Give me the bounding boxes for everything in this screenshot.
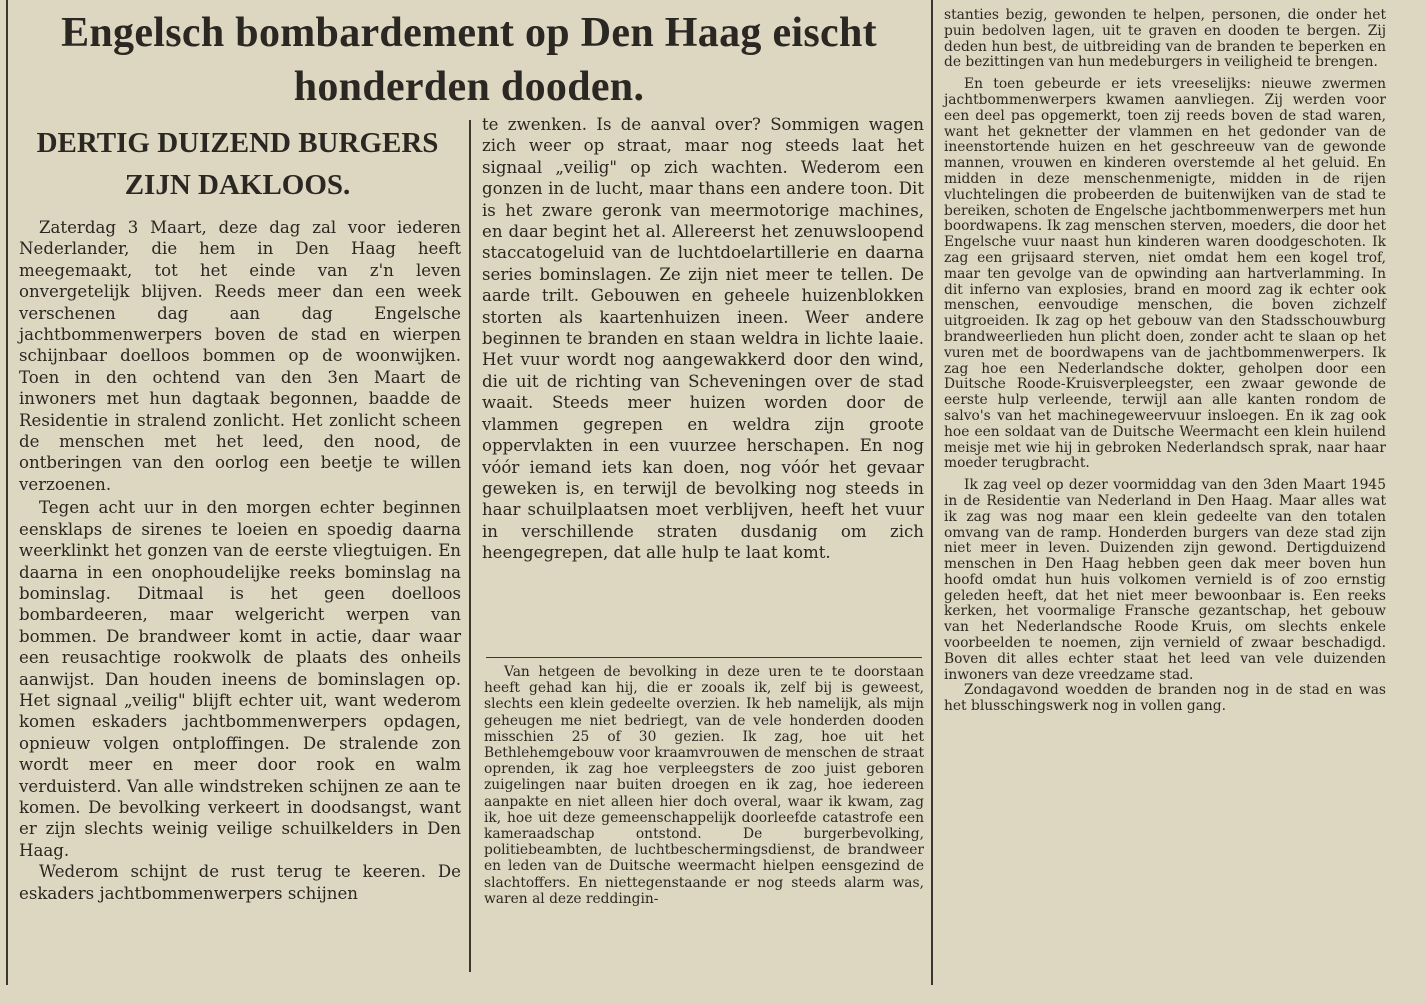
paragraph: En toen gebeurde er iets vreeselijks: nieuwe zwermen jachtbommenwerpers kwamen aanvliegen. Zij werden voor een deel pas opgemerkt, toen zij reeds boven de stad waren, want het geknetter der vlammen en het gedonder van de ineenstortende huizen en het geschreeuw van de gewonde mannen, vrouwen en kinderen overstemde al het geluid. En midden in deze menschenmenigte, midden in de rijen vluchtelingen die probeerden de buitenwijken van de stad te bereiken, schoten de Engelsche jachtbommenwerpers met hun boordwapens. Ik zag menschen sterven, moeders, die door het Engelsche vuur naast hun kinderen waren doodgeschoten. Ik zag een grijsaard sterven, niet omdat hem een kogel trof, maar ten gevolge van de opwinding aan hartverlamming. In dit inferno van explosies, brand en moord zag ik echter ook menschen, eenvoudige menschen, die boven zichzelf uitgroeiden. Ik zag op het gebouw van den Stadsschouwburg brandweerlieden hun plicht doen, zonder acht te slaan op het vuren met de boordwapens van de jachtbommenwerpers. Ik zag hoe een Nederlandsche dokter, geholpen door een Duitsche Roode-Kruisverpleegster, een zwaar gewonde de eerste hulp verleende, terwijl aan alle kanten rondom de salvo's van het machinegeweervuur insloegen. En ik zag ook hoe een soldaat van de Duitsche Weermacht een klein huilend meisje met wie hij in gebroken Nederlandsch sprak, naar haar moeder terugbracht. <box>944 76 1386 472</box>
article-column-1 <box>19 217 461 904</box>
paragraph: stanties bezig, gewonden te helpen, personen, die onder het puin bedolven lagen, uit te graven en dooden te bergen. Zij deden hun best, de uitbreiding van de branden te beperken en de bezittingen van hun medeburgers in veiligheid te brengen. <box>944 7 1386 71</box>
paragraph: te zwenken. Is de aanval over? Sommigen wagen zich weer op straat, maar nog steeds laat het signaal „veilig" op zich wachten. Wederom een gonzen in de lucht, maar thans een andere toon. Dit is het zware geronk van meermotorige machines, en daar begint het al. Allereerst het zenuwsloopend staccatogeluid van de luchtdoelartillerie en daarna series bominslagen. Ze zijn niet meer te tellen. De aarde trilt. Gebouwen en geheele huizenblokken storten als kaartenhuizen ineen. Weer andere beginnen te branden en staan weldra in lichte laaie. Het vuur wordt nog aangewakkerd door den wind, die uit de richting van Scheveningen over de stad waait. Steeds meer huizen worden door de vlammen gegrepen en weldra zijn groote oppervlakten in een vuurzee herschapen. En nog vóór iemand iets kan doen, nog vóór het gevaar geweken is, en terwijl de bevolking nog steeds in haar schuilplaatsen moet verblijven, heeft het vuur in verschillende straten dusdanig om zich heengegrepen, dat alle hulp te laat komt. <box>482 115 924 563</box>
article-column-2-lower <box>484 664 924 907</box>
column2-separator-rule <box>486 657 922 658</box>
paragraph: Wederom schijnt de rust terug te keeren. De eskaders jachtbommenwerpers schijnen <box>19 862 461 903</box>
article-column-3 <box>944 8 1386 715</box>
paragraph: Ik zag veel op dezer voormiddag van den 3den Maart 1945 in de Residentie van Nederland in Den Haag. Maar alles wat ik zag was nog maar een klein gedeelte van den totalen omvang van de ramp. Honderden burgers van deze stad zijn niet meer in leven. Duizenden zijn gewond. Dertigduizend menschen in Den Haag hebben geen dak meer boven hun hoofd omdat hun huis volkomen vernield is of zoo ernstig geleden heeft, dat het niet meer bewoonbaar is. Een reeks kerken, het voormalige Fransche gezantschap, het gebouw van het Nederlandsche Roode Kruis, om slechts enkele voorbeelden te noemen, zijn vernield of zwaar beschadigd. Boven dit alles echter staat het leed van vele duizenden inwoners van deze vreedzame stad. <box>944 477 1386 683</box>
column-rule-1 <box>469 120 471 972</box>
headline: Engelsch bombardement op Den Haag eischt honderden dooden. <box>61 10 877 110</box>
paragraph: Zondagavond woedden de branden nog in de stad en was het blusschingswerk nog in vollen gang. <box>944 682 1386 715</box>
left-border-rule <box>6 0 8 985</box>
column-rule-2 <box>931 0 933 985</box>
paragraph: Tegen acht uur in den morgen echter beginnen eensklaps de sirenes te loeien en spoedig daarna weerklinkt het gonzen van de eerste vliegtuigen. En daarna in een onophoudelijke reeks bominslag na bominslag. Ditmaal is het geen doelloos bombardeeren, maar welgericht werpen van bommen. De brandweer komt in actie, daar waar een reusachtige rookwolk de plaats des onheils aanwijst. Dan houden ineens de bominslagen op. Het signaal „veilig" blijft echter uit, want wederom komen eskaders jachtbommenwerpers opdagen, opnieuw volgen ontploffingen. De stralende zon wordt meer en meer door rook en walm verduisterd. Van alle windstreken schijnen ze aan te komen. De bevolking verkeert in doodsangst, want er zijn slechts weinig veilige schuilkelders in Den Haag. <box>19 498 461 860</box>
subheadline: DERTIG DUIZEND BURGERS ZIJN DAKLOOS. <box>36 127 439 201</box>
article-column-2 <box>482 114 924 564</box>
paragraph: Zaterdag 3 Maart, deze dag zal voor iederen Nederlander, die hem in Den Haag heeft meegemaakt, tot het einde van z'n leven onvergetelijk blijven. Reeds meer dan een week verschenen dag aan dag Engelsche jachtbommenwerpers boven de stad en wierpen schijnbaar doelloos bommen op de woonwijken. Toen in den ochtend van den 3en Maart de inwoners met hun dagtaak begonnen, baadde de Residentie in stralend zonlicht. Het zonlicht scheen de menschen met het leed, den nood, de ontberingen van den oorlog een beetje te willen verzoenen. <box>19 218 461 494</box>
paragraph: Van hetgeen de bevolking in deze uren te te doorstaan heeft gehad kan hij, die er zooals ik, zelf bij is geweest, slechts een klein gedeelte overzien. Ik heb namelijk, als mijn geheugen me niet bedriegt, van de vele honderden dooden misschien 25 of 30 gezien. Ik zag, hoe uit het Bethlehemgebouw voor kraamvrouwen de menschen de straat oprenden, ik zag hoe verpleegsters de zoo juist geboren zuigelingen naar buiten droegen en ik zag, hoe iedereen aanpakte en niet alleen hier doch overal, waar ik kwam, zag ik, hoe uit deze gemeenschappelijk doorleefde catastrofe een kameraadschap ontstond. De burgerbevolking, politiebeambten, de luchtbeschermingsdienst, de brandweer en leden van de Duitsche weermacht hielpen eensgezind de slachtoffers. En niettegenstaande er nog steeds alarm was, waren al deze reddingin- <box>484 664 924 907</box>
